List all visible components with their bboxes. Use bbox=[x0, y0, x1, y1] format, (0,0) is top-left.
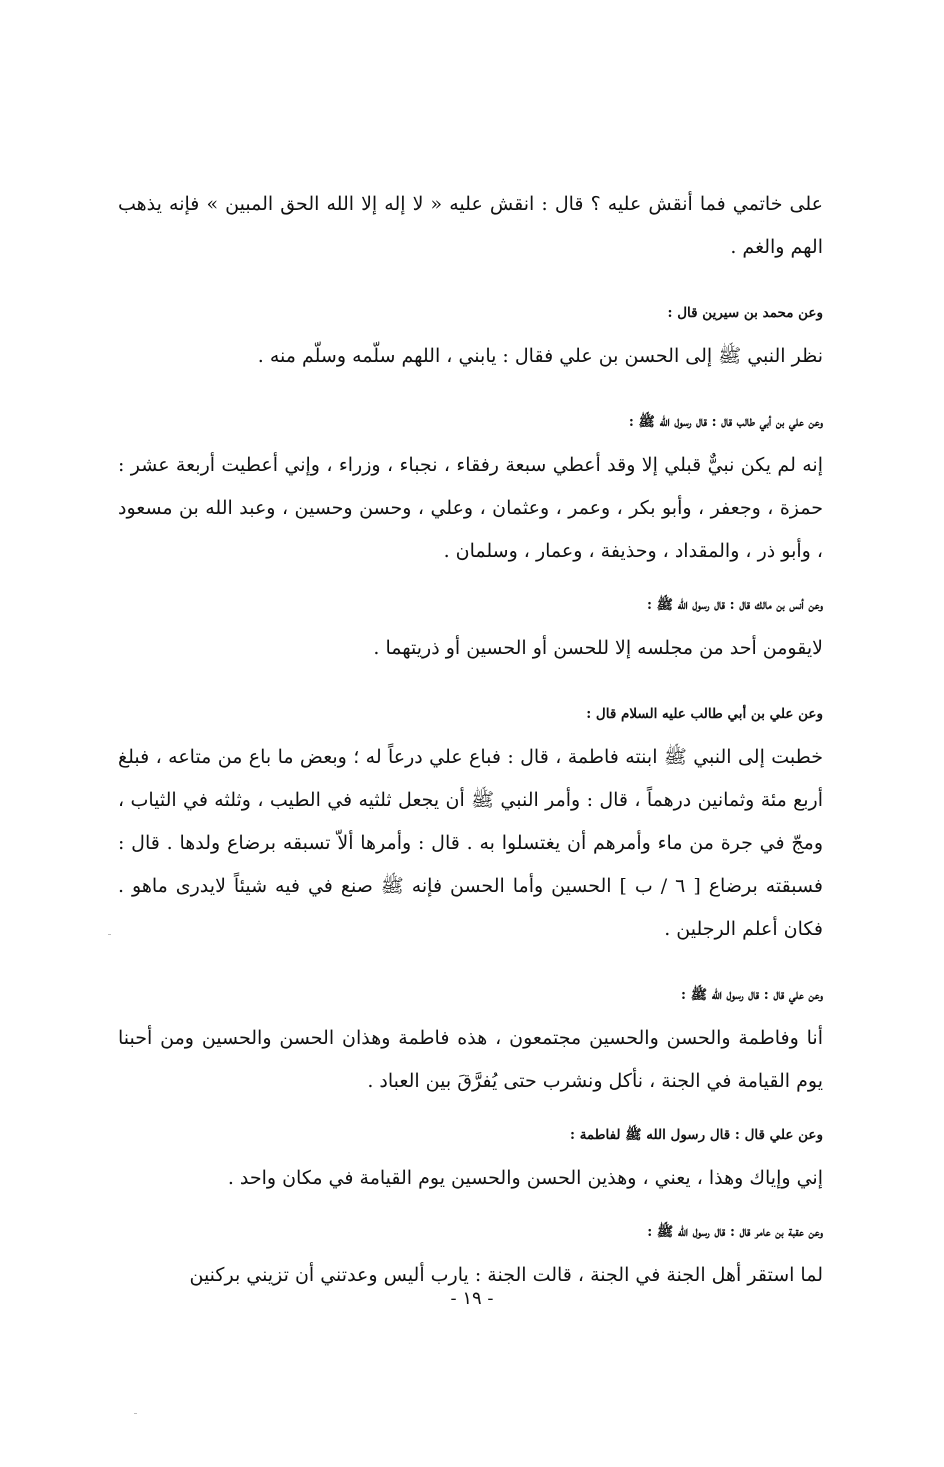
margin-mark-upper bbox=[108, 934, 111, 935]
narration-intro-3: وعن أنس بن مالك قال : قال رسول الله ﷺ : bbox=[646, 597, 823, 613]
paragraph-7: إني وإياك وهذا ، يعني ، وهذين الحسن والحسين يوم القيامة في مكان واحد . bbox=[227, 1167, 823, 1189]
narration-intro-7: وعن عقبة بن عامر قال : قال رسول الله ﷺ : bbox=[647, 1224, 823, 1240]
paragraph-6: أنا وفاطمة والحسن والحسين مجتمعون ، هذه فاطمة وهذان الحسن والحسين ومن أحبنا يوم القيامة في الجنة ، نأكل ونشرب حتى يُفرَّقَ بين العباد . bbox=[118, 1027, 823, 1092]
narration-intro-5: وعن علي قال : قال رسول الله ﷺ : bbox=[681, 987, 823, 1003]
paragraph-3: إنه لم يكن نبيٌّ قبلي إلا وقد أعطي سبعة رفقاء ، نجباء ، وزراء ، وإني أعطيت أربعة عشر : حمزة ، وجعفر ، وأبو بكر ، وعمر ، وعثمان ، وعلي ، وحسن وحسين ، وعبد الله بن مسعود ، وأبو ذر ، والمقداد ، وحذيفة ، وعمار ، وسلمان . bbox=[118, 454, 823, 562]
paragraph-5: خطبت إلى النبي ﷺ ابنته فاطمة ، قال : فباع علي درعاً له ؛ وبعض ما باع من متاعه ، فبلغ أربع مئة وثمانين درهماً ، قال : وأمر النبي ﷺ أن يجعل ثلثيه في الطيب ، وثلثه في الثياب ، ومجّ في جرة من ماء وأمرهم أن يغتسلوا به . قال : وأمرها ألاّ تسبقه برضاع ولدها . قال : فسبقته برضاع [ ٦ / ب ] الحسين وأما الحسن فإنه ﷺ صنع في فيه شيئاً لايدرى ماهو . فكان أعلم الرجلين . bbox=[118, 746, 823, 940]
narration-intro-2: وعن علي بن أبي طالب قال : قال رسول الله ﷺ : bbox=[628, 414, 823, 430]
text-column bbox=[118, 183, 823, 1297]
margin-mark-lower bbox=[134, 1413, 137, 1414]
paragraph-2: نظر النبي ﷺ إلى الحسن بن علي فقال : يابني ، اللهم سلّمه وسلّم منه . bbox=[257, 345, 823, 367]
narration-intro-6: وعن علي قال : قال رسول الله ﷺ لفاطمة : bbox=[570, 1127, 823, 1143]
paragraph-8: لما استقر أهل الجنة في الجنة ، قالت الجنة : يارب أليس وعدتني أن تزيني بركنين bbox=[189, 1264, 823, 1286]
paragraph-1: على خاتمي فما أنقش عليه ؟ قال : انقش عليه « لا إله إلا الله الحق المبين » فإنه يذهب الهم والغم . bbox=[118, 193, 823, 258]
page-number: - ١٩ - bbox=[450, 1288, 494, 1309]
narration-intro-4: وعن علي بن أبي طالب عليه السلام قال : bbox=[586, 706, 823, 722]
paragraph-4: لايقومن أحد من مجلسه إلا للحسن أو الحسين أو ذريتهما . bbox=[373, 637, 823, 659]
narration-intro-1: وعن محمد بن سيرين قال : bbox=[667, 305, 823, 321]
